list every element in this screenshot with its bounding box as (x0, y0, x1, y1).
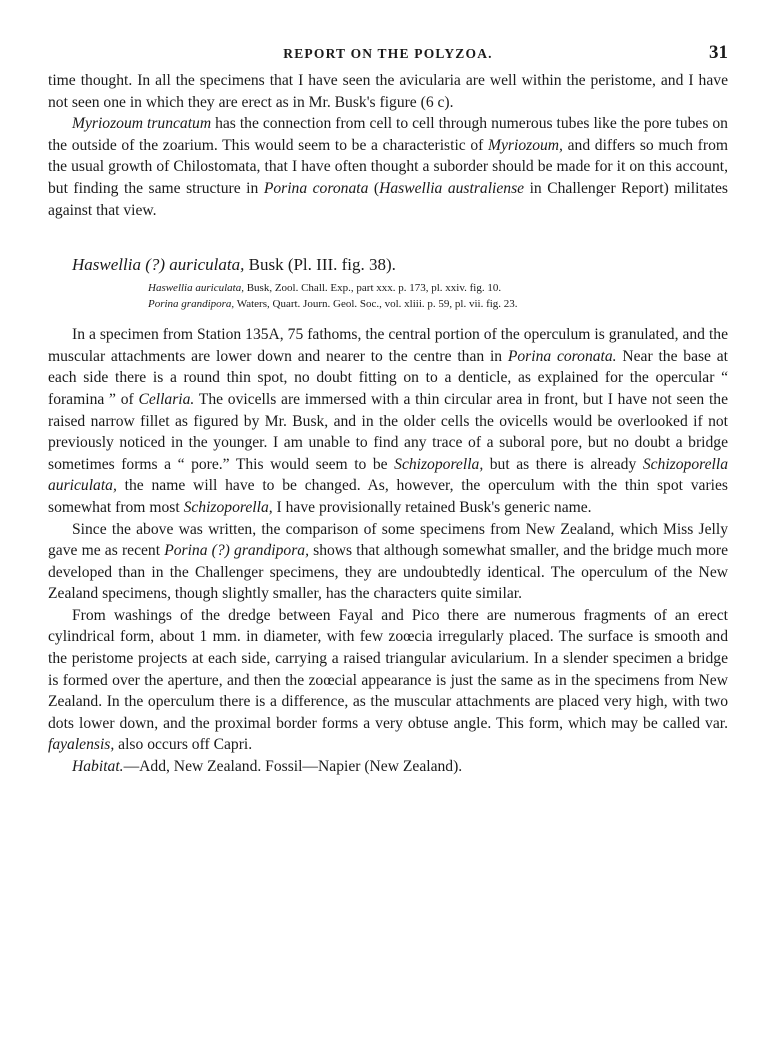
paragraph-fayal: From washings of the dredge between Fayal and Pico there are numerous fragments of an erect cylindrical form, about 1 mm. in diameter, with few zoœcia irregularly placed. The surface is smooth and the peristome projects at each side, carrying a raised triangular avicularium. In a slender specimen a bridge is formed over the aperture, and then the zoœcial appearance is just the same as in the specimens from New Zealand. In the operculum there is a difference, as the muscular attachments are placed very high, with two dots lower down, and the proximal border forms a very obtuse angle. This form, which may be called var. fayalensis, also occurs off Capri. (48, 606, 728, 754)
synonymy-entry: Porina grandipora, Waters, Quart. Journ. Geol. Soc., vol. xliii. p. 59, pl. vii. fig. 23. (148, 297, 518, 310)
synonymy-list (48, 281, 728, 312)
running-head (48, 40, 728, 70)
running-head-title: REPORT ON THE POLYZOA. (283, 46, 493, 61)
habitat-line: Habitat.—Add, New Zealand. Fossil—Napier (New Zealand). (72, 758, 463, 776)
taxon-name: Porina coronata (263, 179, 369, 197)
species-heading: Haswellia (?) auriculata, Busk (Pl. III. fig. 38). (72, 255, 396, 275)
synonymy-entry: Haswellia auriculata, Busk, Zool. Chall. Exp., part xxx. p. 173, pl. xxiv. fig. 10. (148, 282, 502, 295)
paragraph-new-zealand: Since the above was written, the comparison of some specimens from New Zealand, which Miss Jelly gave me as recent Porina (?) grandipora, shows that although somewhat smaller, and the bridge much more developed than in the Challenger specimens, they are undoubtedly identical. The operculum of the New Zealand specimens, though slightly smaller, has the characters quite similar. (48, 520, 728, 603)
taxon-name: Myriozoum, (488, 136, 563, 154)
taxon-name: Myriozoum truncatum (72, 115, 212, 133)
paragraph-myriozoum: Myriozoum truncatum has the connection from cell to cell through numerous tubes like the pore tubes on the outside of the zoarium. This would seem to be a characteristic of Myriozoum, and differs so much from the usual growth of Chilostomata, that I have often thought a suborder should be made for it on this account, but finding the same structure in Porina coronata (Haswellia australiense in Challenger Report) militates against that view. (48, 115, 728, 219)
taxon-name: Haswellia australiense (379, 179, 525, 197)
page-number: 31 (709, 42, 728, 63)
paragraph-continuation: time thought. In all the specimens that I have seen the avicularia are well within the peristome, and I have not seen one in which they are erect as in Mr. Busk's figure (6 c). (48, 72, 728, 111)
page (48, 40, 728, 778)
paragraph-station: In a specimen from Station 135A, 75 fathoms, the central portion of the operculum is granulated, and the muscular attachments are lower down and nearer to the centre than in Porina coronata. Near the base at each side there is a round thin spot, no doubt fitting on to a denticle, as explained for the opercular “ foramina ” of Cellaria. The ovicells are immersed with a thin circular area in front, but I have not seen the raised narrow fillet as figured by Mr. Busk, and in the older cells the ovicells would be overlooked if not previously noticed in the younger. I am unable to find any trace of a suboral pore, but no doubt a bridge sometimes forms a “ pore.” This would seem to be Schizoporella, but as there is already Schizoporella auriculata, the name will have to be changed. As, however, the operculum with the thin spot varies somewhat from most Schizoporella, I have provisionally retained Busk's generic name. (48, 326, 729, 516)
